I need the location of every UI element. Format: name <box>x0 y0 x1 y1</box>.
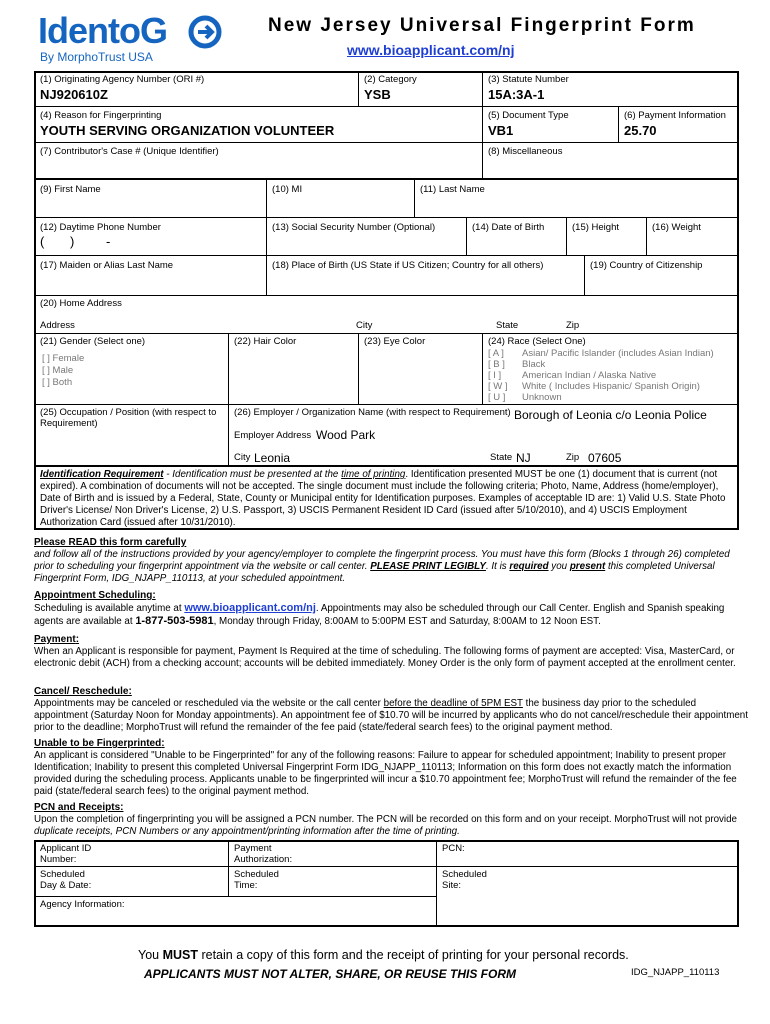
race-code-i[interactable]: [ I ] <box>488 370 502 381</box>
race-code-b[interactable]: [ B ] <box>488 359 505 370</box>
citizenship-label: (19) Country of Citizenship <box>590 260 703 271</box>
logo-o-arrow-icon <box>188 15 222 49</box>
payment-auth-label: Payment Authorization: <box>234 843 293 865</box>
cancel-heading: Cancel/ Reschedule: <box>34 686 132 697</box>
read-carefully-heading: Please READ this form carefully <box>34 537 187 548</box>
last-name-label: (11) Last Name <box>420 184 485 195</box>
ori-value[interactable]: NJ920610Z <box>40 87 108 102</box>
agency-info-label: Agency Information: <box>40 899 125 910</box>
hair-label: (22) Hair Color <box>234 336 297 347</box>
cancel-text: Appointments may be canceled or rescheduled via the website or the call center before the deadline of 5PM EST the business day prior to the scheduled appointment (Saturday Noon for Monday appointments). An appointment fee of $10.70 will be incurred by applicants who do not cancel/reschedule their appointment prior to the deadline; MorphoTrust will refund the remainder of the fee paid (state/federal search fees) to the original payment method. <box>34 698 748 733</box>
gender-option-female[interactable]: [ ] Female <box>42 353 85 364</box>
zip-label: Zip <box>566 320 580 331</box>
ori-label: (1) Originating Agency Number (ORI #) <box>40 74 205 85</box>
scheduling-text: Scheduling is available anytime at www.bioapplicant.com/nj. Appointments may also be scheduled through our Call Center. English and Spanish speaking agents are available at 1-877-503-5981, Monday through Friday, 8:00AM to 5:00PM EST and Saturday, 8:00AM to 12 Noon EST. <box>34 602 725 627</box>
employer-address-value[interactable]: Wood Park <box>316 428 376 442</box>
sched-day-label: Scheduled Day & Date: <box>40 869 92 891</box>
race-name: Black <box>522 359 546 370</box>
form-title: New Jersey Universal Fingerprint Form <box>268 15 696 36</box>
gender-label: (21) Gender (Select one) <box>40 336 146 347</box>
logo-tagline: By MorphoTrust USA <box>40 50 153 64</box>
logo-wordmark: IdentoG <box>38 10 167 51</box>
id-requirement-text: Identification Requirement - Identification must be presented at the time of printing. Identification presented MUST be one (1) document that is current (not expired). A combination of documents will not be accepted. The single document must include the following criteria; Photo, Name, Address (home/employer), Date of Birth and is issued by a Federal, State, County or Municipal entity for Identification purposes. Examples of acceptable ID are: 1) Valid U.S. State Photo Driver's License/ Non Driver's License, 2) U.S. Passport, 3) USCIS Permanent Resident ID Card (issued after 5/10/2010), and 4) USCIS Employment Authorization Card (issued after 10/31/2010). <box>40 469 726 528</box>
address-label: Address <box>40 320 75 331</box>
read-carefully-text: and follow all of the instructions provided by your agency/employer to complete the fingerprint process. You must have this form (Blocks 1 through 26) completed prior to scheduling your fingerprint appointment via the website or call center. PLEASE PRINT LEGIBLY. It is required you present this completed Universal Fingerprint Form, IDG_NJAPP_110113, at your scheduled appointment. <box>34 549 730 584</box>
category-label: (2) Category <box>364 74 417 85</box>
doctype-label: (5) Document Type <box>488 110 569 121</box>
category-value[interactable]: YSB <box>364 87 391 102</box>
first-name-label: (9) First Name <box>40 184 101 195</box>
misc-label: (8) Miscellaneous <box>488 146 563 157</box>
sched-time-label: Scheduled Time: <box>234 869 279 891</box>
employer-address-label: Employer Address <box>234 430 312 441</box>
employer-city-label: City <box>234 452 251 463</box>
payment-value[interactable]: 25.70 <box>624 123 657 138</box>
race-name: Unknown <box>522 392 562 403</box>
scheduling-link[interactable]: www.bioapplicant.com/nj <box>184 602 316 614</box>
scheduling-heading: Appointment Scheduling: <box>34 590 156 601</box>
city-label: City <box>356 320 373 331</box>
pcn-label: PCN: <box>442 843 465 854</box>
employer-state-label: State <box>490 452 513 463</box>
case-label: (7) Contributor's Case # (Unique Identifier) <box>40 146 219 157</box>
race-code-a[interactable]: [ A ] <box>488 348 504 359</box>
reason-label: (4) Reason for Fingerprinting <box>40 110 162 121</box>
dob-label: (14) Date of Birth <box>472 222 545 233</box>
employer-zip-label: Zip <box>566 452 580 463</box>
phone-input[interactable]: ( ) - <box>40 234 111 249</box>
pcn-heading: PCN and Receipts: <box>34 802 124 813</box>
eye-label: (23) Eye Color <box>364 336 426 347</box>
gender-option-male[interactable]: [ ] Male <box>42 365 74 376</box>
pob-label: (18) Place of Birth (US State if US Citizen; Country for all others) <box>272 260 544 271</box>
do-not-alter-warning: APPLICANTS MUST NOT ALTER, SHARE, OR REUSE THIS FORM <box>144 967 517 981</box>
race-code-u[interactable]: [ U ] <box>488 392 506 403</box>
mi-label: (10) MI <box>272 184 303 195</box>
state-label: State <box>496 320 519 331</box>
race-name: American Indian / Alaska Native <box>522 370 657 381</box>
employer-city-value[interactable]: Leonia <box>254 451 291 465</box>
ssn-label: (13) Social Security Number (Optional) <box>272 222 436 233</box>
retain-copy-notice: You MUST retain a copy of this form and the receipt of printing for your personal records. <box>138 948 629 962</box>
home-address-label: (20) Home Address <box>40 298 122 309</box>
reason-value[interactable]: YOUTH SERVING ORGANIZATION VOLUNTEER <box>40 123 335 138</box>
weight-label: (16) Weight <box>652 222 701 233</box>
employer-value[interactable]: Borough of Leonia c/o Leonia Police <box>514 408 707 422</box>
race-name: White ( Includes Hispanic/ Spanish Origin) <box>522 381 700 392</box>
applicant-id-label: Applicant ID Number: <box>40 843 92 865</box>
office-use-box <box>34 840 739 927</box>
employer-label: (26) Employer / Organization Name (with respect to Requirement) <box>234 407 511 418</box>
sched-site-label: Scheduled Site: <box>442 869 487 891</box>
employer-zip-value[interactable]: 07605 <box>588 451 622 465</box>
statute-label: (3) Statute Number <box>488 74 569 85</box>
payment-text: When an Applicant is responsible for payment, Payment Is Required at the time of scheduling. The following forms of payment are accepted: Visa, MasterCard, or electronic debit (ACH) from a checking account; accounts will be debited immediately. Money Order is the only form of payment accepted at the enrollment center. <box>34 646 736 669</box>
employer-state-value[interactable]: NJ <box>516 451 531 465</box>
height-label: (15) Height <box>572 222 619 233</box>
payment-heading: Payment: <box>34 634 80 645</box>
occupation-label: (25) Occupation / Position (with respect to Requirement) <box>40 407 217 429</box>
maiden-label: (17) Maiden or Alias Last Name <box>40 260 174 271</box>
payment-label: (6) Payment Information <box>624 110 726 121</box>
statute-value[interactable]: 15A:3A-1 <box>488 87 545 102</box>
doctype-value[interactable]: VB1 <box>488 123 514 138</box>
header-url-link[interactable]: www.bioapplicant.com/nj <box>347 42 515 58</box>
form-code: IDG_NJAPP_110113 <box>631 967 720 978</box>
pcn-text: Upon the completion of fingerprinting you will be assigned a PCN number. The PCN will be recorded on this form and on your receipt. MorphoTrust will not provide duplicate receipts, PCN Numbers or any appointment/printing information after the time of printing. <box>34 814 738 837</box>
race-label: (24) Race (Select One) <box>488 336 586 347</box>
gender-option-both[interactable]: [ ] Both <box>42 377 73 388</box>
unable-text: An applicant is considered "Unable to be Fingerprinted" for any of the following reasons: Failure to appear for scheduled appointment; Inability to present proper Identification; Inability to present this completed Universal Fingerprint Form IDG_NJAPP_110113; Information on this form does not exactly match the information provided during the scheduling process. Applicants unable to be fingerprinted will incur a $10.70 appointment fee; MorphoTrust will refund the remainder of the fee paid (state/federal search fees) to the original payment method. <box>34 750 737 797</box>
phone-label: (12) Daytime Phone Number <box>40 222 161 233</box>
race-code-w[interactable]: [ W ] <box>488 381 508 392</box>
unable-heading: Unable to be Fingerprinted: <box>34 738 165 749</box>
logo <box>38 10 228 64</box>
race-name: Asian/ Pacific Islander (includes Asian Indian) <box>522 348 714 359</box>
